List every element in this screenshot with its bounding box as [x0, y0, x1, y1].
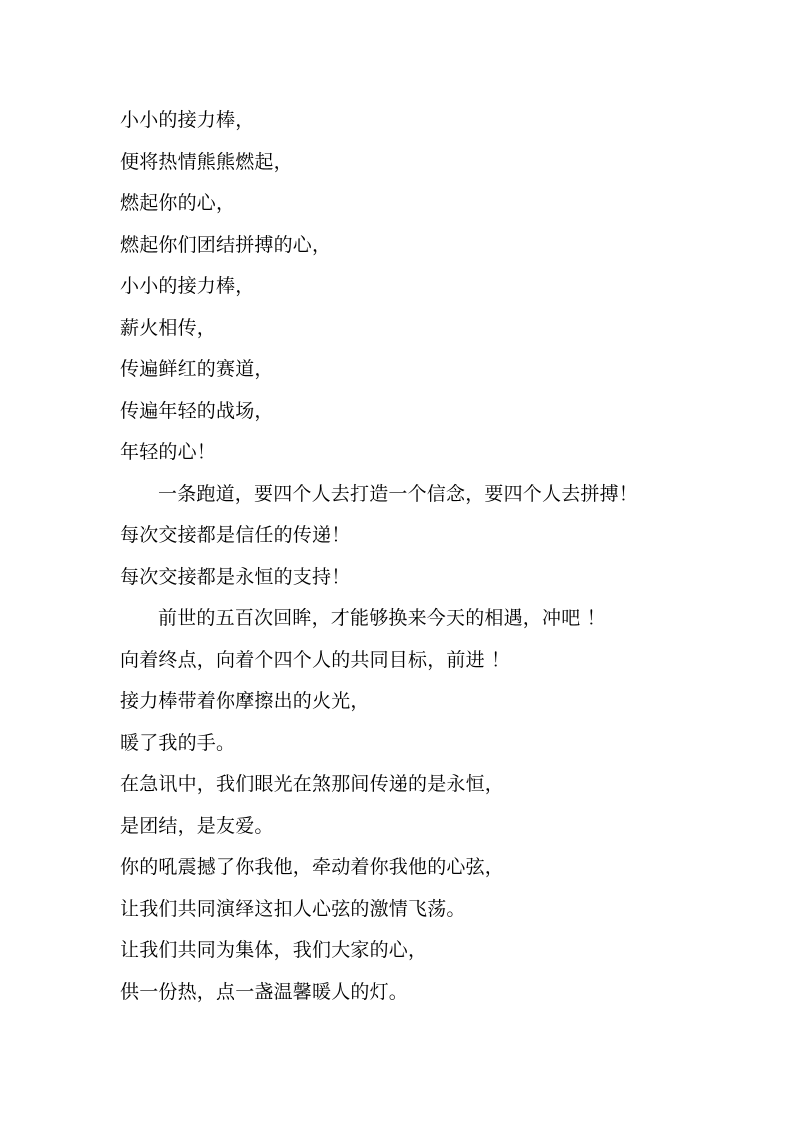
poem-line: 每次交接都是信任的传递！	[120, 524, 351, 546]
poem-line: 传遍年轻的战场，	[120, 399, 274, 422]
poem-line: 接力棒带着你摩擦出的火光，	[120, 690, 370, 712]
poem-line: 薪火相传，	[120, 316, 217, 339]
poem-line: 燃起你的心，	[120, 192, 236, 214]
poem-line: 你的吼震撼了你我他，牵动着你我他的心弦，	[120, 856, 505, 878]
poem-line: 每次交接都是永恒的支持！	[120, 565, 351, 588]
poem-line: 小小的接力棒，	[120, 109, 255, 131]
poem-line: 燃起你们团结拼搏的心，	[120, 233, 332, 256]
poem-line: 小小的接力棒，	[120, 275, 255, 297]
poem-line: 传遍鲜红的赛道，	[120, 358, 274, 380]
poem-line: 是团结，是友爱。	[120, 814, 274, 837]
poem-line: 在急讯中，我们眼光在煞那间传递的是永恒，	[120, 773, 505, 795]
poem-line: 便将热情熊熊燃起，	[120, 150, 293, 173]
poem-line: 让我们共同演绎这扣人心弦的激情飞荡。	[120, 897, 466, 920]
poem-line-indented: 一条跑道，要四个人去打造一个信念，要四个人去拼搏！	[158, 482, 639, 505]
poem-body	[120, 100, 720, 1013]
poem-line-indented: 前世的五百次回眸，才能够换来今天的相遇，冲吧 ！	[158, 607, 606, 629]
poem-line: 供一份热，点一盏温馨暖人的灯。	[120, 980, 409, 1003]
poem-line: 暖了我的手。	[120, 731, 236, 754]
poem-line: 让我们共同为集体，我们大家的心，	[120, 939, 428, 961]
poem-line: 年轻的心！	[120, 441, 217, 463]
poem-line: 向着终点，向着个四个人的共同目标，前进 ！	[120, 648, 511, 671]
